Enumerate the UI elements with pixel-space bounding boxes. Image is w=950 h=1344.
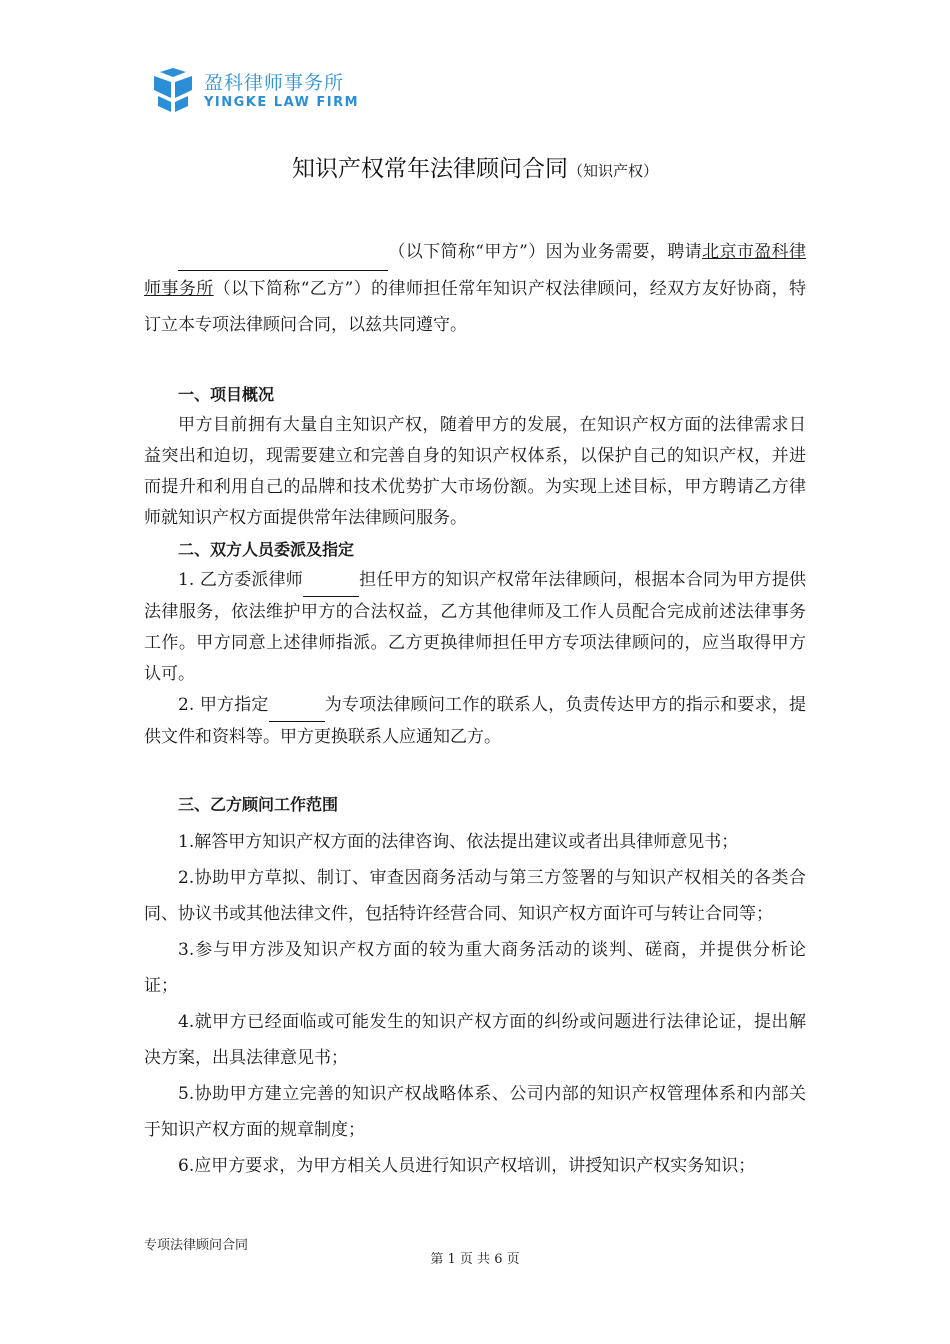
section-2-item-2 xyxy=(144,690,806,753)
footer-doc-name: 专项法律顾问合同 xyxy=(144,1238,249,1253)
logo-chinese-name: 盈科律师事务所 xyxy=(204,72,345,94)
yingke-logo-icon xyxy=(150,68,196,114)
intro-firm-1: 北京市 xyxy=(702,242,755,262)
item-1-lead: 1. 乙方委派律师 xyxy=(178,570,303,590)
lawyer-blank xyxy=(303,565,359,597)
section-3-item: 1.解答甲方知识产权方面的法律咨询、依法提出建议或者出具律师意见书； xyxy=(178,832,739,852)
section-3-item: 3.参与甲方涉及知识产权方面的较为重大商务活动的谈判、磋商，并提供分析论证； xyxy=(144,940,806,996)
section-3-item: 2.协助甲方草拟、制订、审查因商务活动与第三方签署的与知识产权相关的各类合同、协议书或其他法律文件，包括特许经营合同、知识产权方面许可与转让合同等； xyxy=(144,868,806,924)
intro-paragraph xyxy=(144,234,806,343)
title-sub: （知识产权） xyxy=(567,162,658,180)
document-title xyxy=(0,150,950,183)
item-1-text: 担任甲方的知识产权常年法律顾问，根据本合同为甲方提供法律服务，依法维护甲方的合法权益，乙方其他律师及工作人员配合完成前述法律事务工作。甲方同意上述律师指派。乙方更换律师担任甲方专项法律顾问的，应当取得甲方认可。 xyxy=(144,570,807,684)
logo-english-name: YINGKE LAW FIRM xyxy=(204,95,360,110)
intro-firm-2: 盈科律师事务所 xyxy=(144,242,807,299)
contact-blank xyxy=(269,690,325,722)
item-2-lead: 2. 甲方指定 xyxy=(178,695,269,715)
title-main: 知识产权常年法律顾问合同 xyxy=(291,156,568,182)
section-3-item: 4.就甲方已经面临或可能发生的知识产权方面的纠纷或问题进行法律论证，提出解决方案，出具法律意见书； xyxy=(144,1012,806,1068)
item-2-text: 为专项法律顾问工作的联系人，负责传达甲方的指示和要求，提供文件和资料等。甲方更换联系人应通知乙方。 xyxy=(144,695,807,747)
firm-logo xyxy=(150,66,360,116)
intro-text-b: （以下简称“乙方”）的律师担任常年知识产权法律顾问，经双方友好协商，特订立本专项法律顾问合同，以兹共同遵守。 xyxy=(144,279,807,335)
section-2-item-1 xyxy=(144,565,806,690)
section-3-item: 5.协助甲方建立完善的知识产权战略体系、公司内部的知识产权管理体系和内部关于知识产权方面的规章制度； xyxy=(144,1084,806,1140)
section-1-body: 甲方目前拥有大量自主知识产权，随着甲方的发展，在知识产权方面的法律需求日益突出和迫切，现需要建立和完善自身的知识产权体系，以保护自己的知识产权，并进而提升和利用自己的品牌和技术优势扩大市场份额。为实现上述目标，甲方聘请乙方律师就知识产权方面提供常年法律顾问服务。 xyxy=(144,415,806,528)
section-3-item: 6.应甲方要求，为甲方相关人员进行知识产权培训，讲授知识产权实务知识； xyxy=(178,1156,756,1176)
party-a-blank xyxy=(178,234,388,271)
footer-page-number: 第 1 页 共 6 页 xyxy=(430,1252,520,1267)
intro-text-a: （以下简称“甲方”）因为业务需要，聘请 xyxy=(388,242,703,262)
section-2-heading: 二、双方人员委派及指定 xyxy=(178,540,355,559)
section-3-heading: 三、乙方顾问工作范围 xyxy=(178,795,339,814)
section-1-heading: 一、项目概况 xyxy=(178,385,275,404)
document-body xyxy=(144,234,806,1184)
